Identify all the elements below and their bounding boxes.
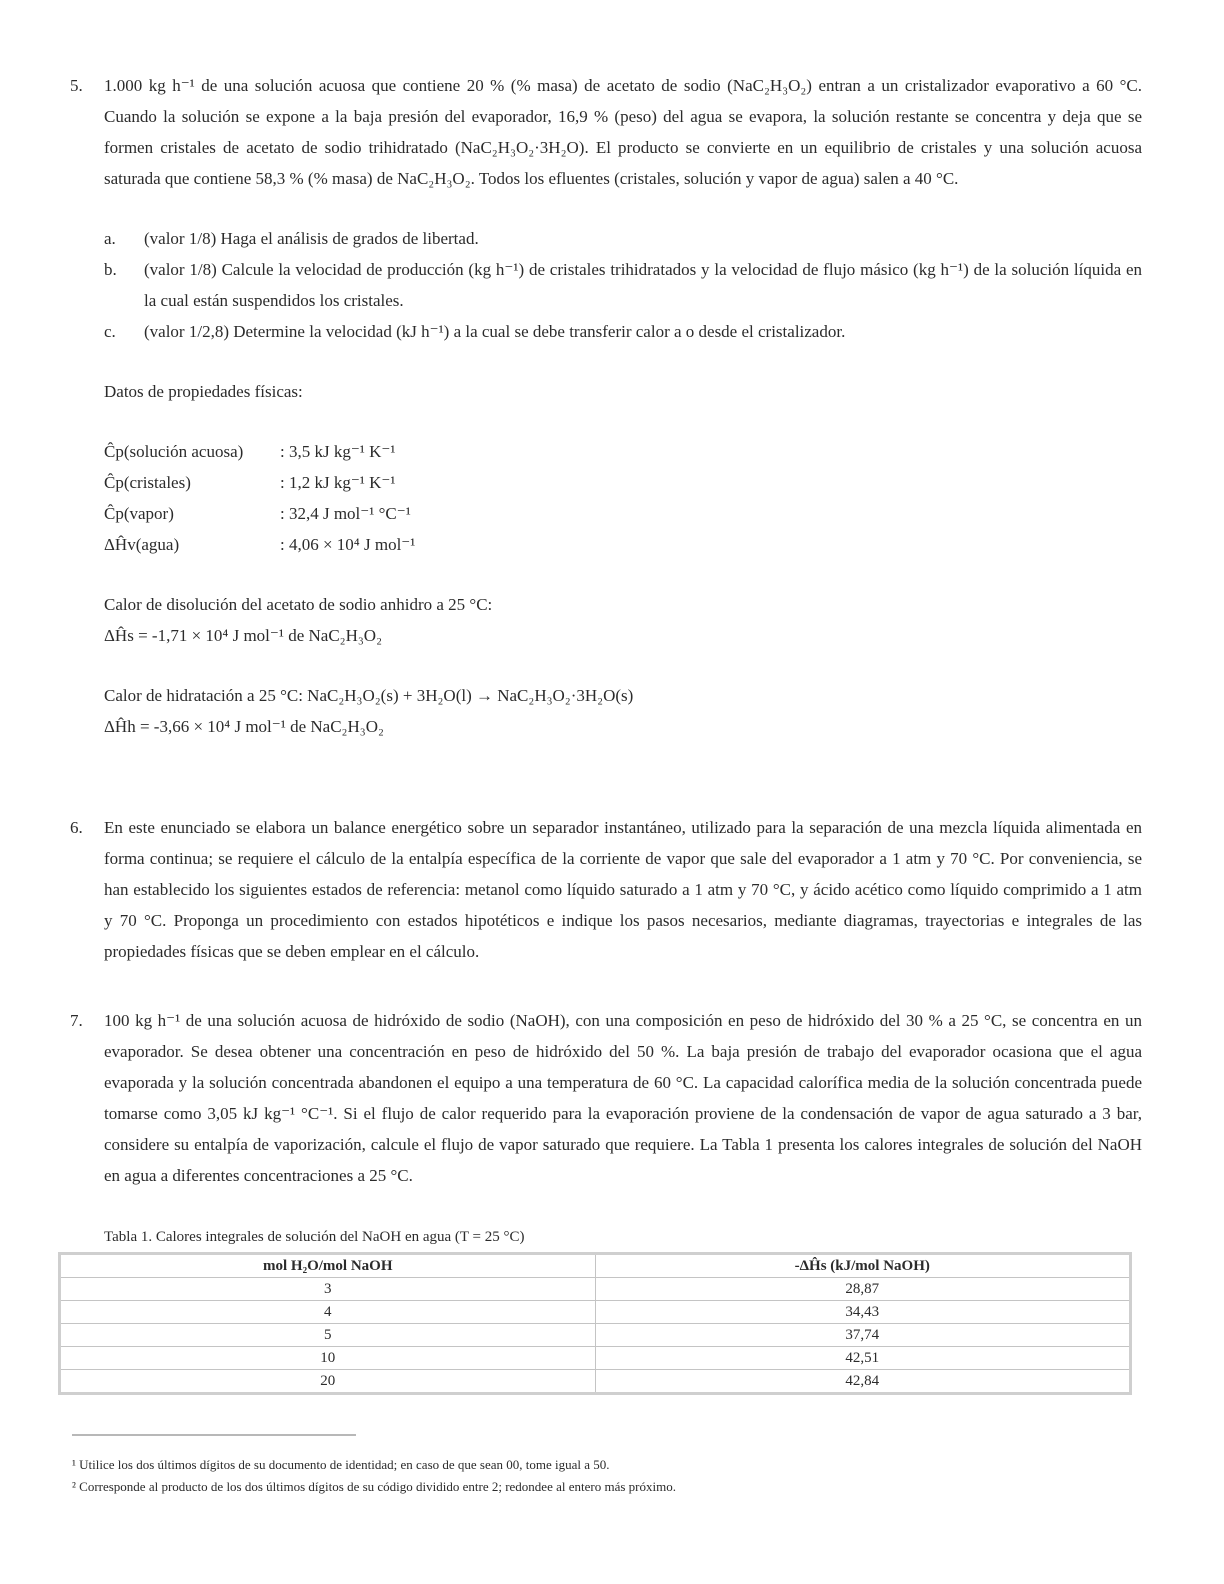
integral-heats-table <box>58 1252 1132 1395</box>
property-name: ΔĤv(agua) <box>104 535 180 554</box>
problem-5 <box>70 70 1142 742</box>
problem-7 <box>70 1005 1142 1191</box>
table-cell: 28,87 <box>595 1278 1131 1301</box>
item-letter: b. <box>104 260 117 279</box>
item-text: (valor 1/8) Calcule la velocidad de producción (kg h⁻¹) de cristales trihidratados y la velocidad de flujo másico (kg h⁻¹) de la solución líquida en la cual están suspendidos los cristales. <box>144 260 1142 310</box>
dissolution-heat-value: ΔĤs = -1,71 × 10⁴ J mol⁻¹ de NaC₂H₃O₂ <box>104 626 383 645</box>
table-header-row <box>60 1254 1131 1278</box>
footnote-separator <box>72 1434 356 1436</box>
question-item-c <box>104 316 1142 347</box>
table-row <box>60 1347 1131 1370</box>
question-item-a <box>104 223 1142 254</box>
property-value: : 4,06 × 10⁴ J mol⁻¹ <box>280 535 416 554</box>
footnote-1: ¹ Utilice los dos últimos dígitos de su documento de identidad; en caso de que sean 00, tome igual a 50. <box>72 1457 610 1472</box>
table-cell: 5 <box>60 1324 596 1347</box>
table-cell: 10 <box>60 1347 596 1370</box>
property-row <box>104 498 1142 529</box>
item-text: (valor 1/8) Haga el análisis de grados de libertad. <box>144 229 479 248</box>
column-header: mol H₂O/mol NaOH <box>60 1254 596 1278</box>
property-value: : 1,2 kJ kg⁻¹ K⁻¹ <box>280 473 396 492</box>
item-letter: a. <box>104 229 116 248</box>
table-cell: 42,51 <box>595 1347 1131 1370</box>
problem-statement: En este enunciado se elabora un balance energético sobre un separador instantáneo, utilizado para la separación de una mezcla líquida alimentada en forma continua; se requiere el cálculo de la entalpía específica de la corriente de vapor que sale del evaporador a 1 atm y 70 °C. Por conveniencia, se han establecido los siguientes estados de referencia: metanol como líquido saturado a 1 atm y 70 °C, y ácido acético como líquido comprimido a 1 atm y 70 °C. Proponga un procedimiento con estados hipotéticos e indique los pasos necesarios, mediante diagramas, trayectorias e integrales de las propiedades físicas que se deben emplear en el cálculo. <box>104 818 1142 961</box>
property-row <box>104 436 1142 467</box>
table-cell: 3 <box>60 1278 596 1301</box>
problem-number: 5. <box>70 76 83 95</box>
hydration-heat-value: ΔĤh = -3,66 × 10⁴ J mol⁻¹ de NaC₂H₃O₂ <box>104 717 384 736</box>
hydration-heat-label: Calor de hidratación a 25 °C: NaC₂H₃O₂(s) + 3H₂O(l) → NaC₂H₃O₂·3H₂O(s) <box>104 686 634 705</box>
table-cell: 42,84 <box>595 1370 1131 1394</box>
table-row <box>60 1301 1131 1324</box>
property-name: Ĉp(solución acuosa) <box>104 442 244 461</box>
problem-number: 6. <box>70 818 83 837</box>
property-name: Ĉp(cristales) <box>104 473 191 492</box>
property-row <box>104 467 1142 498</box>
problem-statement: 1.000 kg h⁻¹ de una solución acuosa que contiene 20 % (% masa) de acetato de sodio (NaC₂H₃O₂) entran a un cristalizador evaporativo a 60 °C. Cuando la solución se expone a la baja presión del evaporador, 16,9 % (peso) del agua se evapora, la solución restante se concentra y deja que se formen cristales de acetato de sodio trihidratado (NaC₂H₃O₂·3H₂O). El producto se convierte en un equilibrio de cristales y una solución acuosa saturada que contiene 58,3 % (% masa) de NaC₂H₃O₂. Todos los efluentes (cristales, solución y vapor de agua) salen a 40 °C. <box>104 76 1142 188</box>
problem-number: 7. <box>70 1011 83 1030</box>
table-cell: 37,74 <box>595 1324 1131 1347</box>
footnote-2: ² Corresponde al producto de los dos últimos dígitos de su código dividido entre 2; redondee al entero más próximo. <box>72 1479 676 1494</box>
table-row <box>60 1324 1131 1347</box>
property-name: Ĉp(vapor) <box>104 504 174 523</box>
column-header: -ΔĤs (kJ/mol NaOH) <box>595 1254 1131 1278</box>
property-value: : 3,5 kJ kg⁻¹ K⁻¹ <box>280 442 396 461</box>
table-cell: 4 <box>60 1301 596 1324</box>
question-item-b <box>104 254 1142 316</box>
table-row <box>60 1278 1131 1301</box>
problem-statement: 100 kg h⁻¹ de una solución acuosa de hidróxido de sodio (NaOH), con una composición en peso de hidróxido del 30 % a 25 °C, se concentra en un evaporador. Se desea obtener una concentración en peso de hidróxido del 50 %. La baja presión de trabajo del evaporador ocasiona que el agua evaporada y la solución concentrada abandonen el equipo a una temperatura de 60 °C. La capacidad calorífica media de la solución concentrada puede tomarse como 3,05 kJ kg⁻¹ °C⁻¹. Si el flujo de calor requerido para la evaporación proviene de la condensación de vapor de agua saturado a 3 bar, considere su entalpía de vaporización, calcule el flujo de vapor saturado que requiere. La Tabla 1 presenta los calores integrales de solución del NaOH en agua a diferentes concentraciones a 25 °C. <box>104 1011 1142 1185</box>
property-row <box>104 529 1142 560</box>
physical-properties-heading: Datos de propiedades físicas: <box>104 382 303 401</box>
item-text: (valor 1/2,8) Determine la velocidad (kJ h⁻¹) a la cual se debe transferir calor a o desde el cristalizador. <box>144 322 846 341</box>
property-value: : 32,4 J mol⁻¹ °C⁻¹ <box>280 504 411 523</box>
table-cell: 34,43 <box>595 1301 1131 1324</box>
table-cell: 20 <box>60 1370 596 1394</box>
table-caption: Tabla 1. Calores integrales de solución del NaOH en agua (T = 25 °C) <box>104 1229 525 1245</box>
item-letter: c. <box>104 322 116 341</box>
problem-6 <box>70 812 1142 967</box>
table-row <box>60 1370 1131 1394</box>
dissolution-heat-label: Calor de disolución del acetato de sodio anhidro a 25 °C: <box>104 595 493 614</box>
